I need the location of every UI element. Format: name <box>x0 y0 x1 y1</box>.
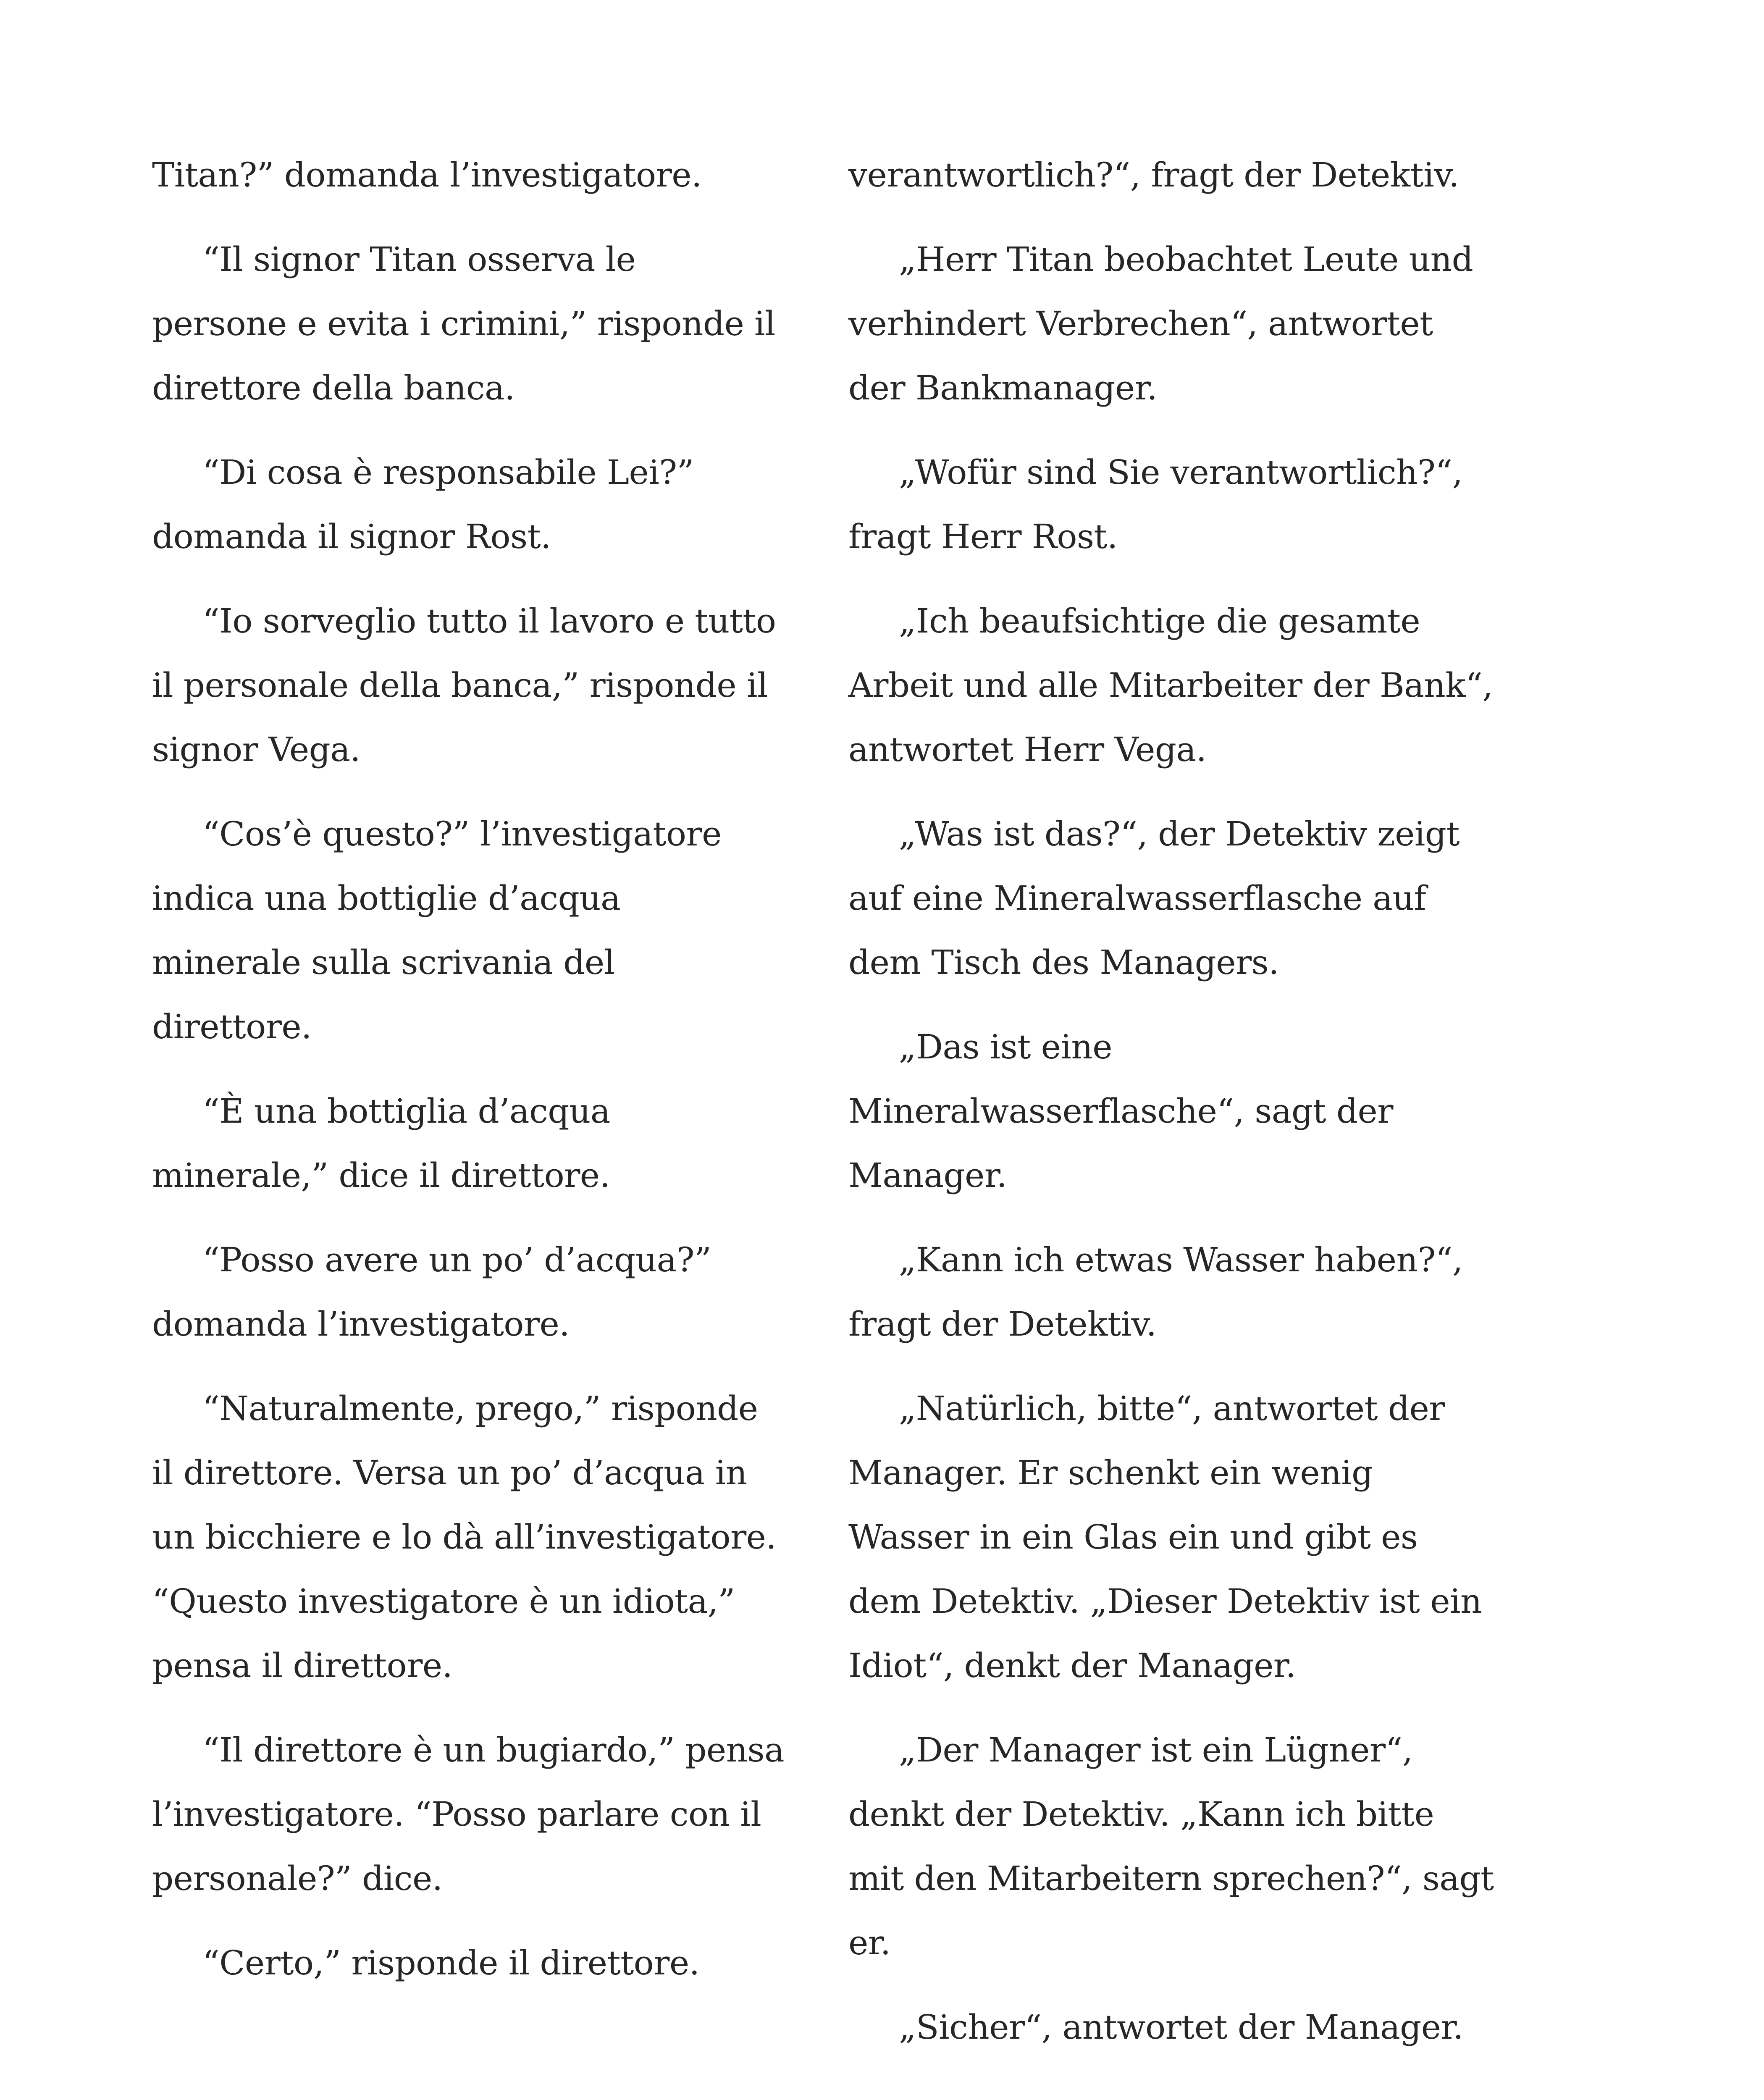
paragraph: “Naturalmente, prego,” risponde il direttore. Versa un po’ d’acqua in un bicchiere e lo dà all’investigatore. “Questo investigatore è un idiota,” pensa il direttore. <box>152 1389 777 1685</box>
paragraph: “Io sorveglio tutto il lavoro e tutto il personale della banca,” risponde il signor Vega. <box>152 601 776 769</box>
german-column <box>848 143 1520 2079</box>
paragraph: „Herr Titan beobachtet Leute und verhindert Verbrechen“, antwortet der Bankmanager. <box>848 240 1473 407</box>
paragraph: “Il signor Titan osserva le persone e evita i crimini,” risponde il direttore della banca. <box>152 240 775 407</box>
paragraph: „Der Manager ist ein Lügner“, denkt der Detektiv. „Kann ich bitte mit den Mitarbeitern sprechen?“, sagt er. <box>848 1730 1494 1962</box>
paragraph: “Il direttore è un bugiardo,” pensa l’investigatore. “Posso parlare con il personale?” dice. <box>152 1730 785 1898</box>
paragraph: “Certo,” risponde il direttore. <box>202 1943 700 1982</box>
paragraph: verantwortlich?“, fragt der Detektiv. <box>848 155 1460 194</box>
paragraph: „Kann ich etwas Wasser haben?“, fragt der Detektiv. <box>848 1240 1463 1344</box>
paragraph: „Wofür sind Sie verantwortlich?“, fragt Herr Rost. <box>848 453 1463 556</box>
paragraph: “È una bottiglia d’acqua minerale,” dice il direttore. <box>152 1092 610 1195</box>
paragraph: „Sicher“, antwortet der Manager. <box>899 2008 1464 2047</box>
paragraph: „Ich beaufsichtige die gesamte Arbeit und alle Mitarbeiter der Bank“, antwortet Herr Vega. <box>848 601 1493 769</box>
italian-column <box>152 143 824 2015</box>
paragraph: „Das ist eine Mineralwasserflasche“, sagt der Manager. <box>848 1027 1393 1195</box>
paragraph: “Di cosa è responsabile Lei?” domanda il signor Rost. <box>152 453 694 556</box>
paragraph: Titan?” domanda l’investigatore. <box>152 155 702 194</box>
paragraph: „Was ist das?“, der Detektiv zeigt auf eine Mineralwasserflasche auf dem Tisch des Managers. <box>848 814 1460 982</box>
paragraph: „Natürlich, bitte“, antwortet der Manager. Er schenkt ein wenig Wasser in ein Glas ein und gibt es dem Detektiv. „Dieser Detektiv ist ein Idiot“, denkt der Manager. <box>848 1389 1482 1685</box>
paragraph: “Cos’è questo?” l’investigatore indica una bottiglie d’acqua minerale sulla scrivania del direttore. <box>152 814 722 1046</box>
paragraph: “Posso avere un po’ d’acqua?” domanda l’investigatore. <box>152 1240 711 1344</box>
